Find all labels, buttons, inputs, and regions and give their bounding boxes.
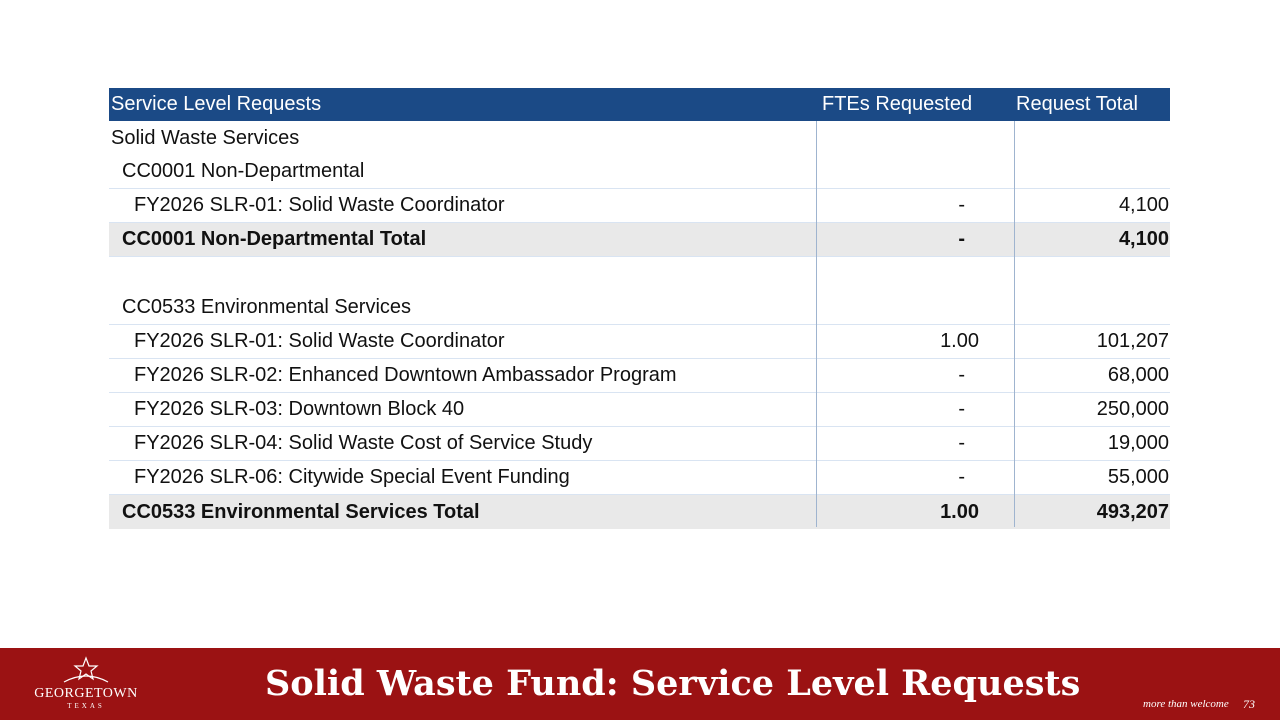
- table-row: [109, 359, 1170, 393]
- row-total: 68,000: [1107, 364, 1169, 386]
- row-fte: 1.00: [940, 330, 979, 352]
- row-label: Solid Waste Services: [111, 126, 300, 149]
- table-row: [109, 393, 1170, 427]
- table-row: [109, 325, 1170, 359]
- table-row: [109, 461, 1170, 495]
- row-fte: -: [958, 364, 965, 386]
- table-row-group: [109, 155, 1170, 189]
- row-total: 101,207: [1096, 330, 1169, 352]
- row-label: FY2026 SLR-06: Citywide Special Event Funding: [134, 466, 570, 488]
- row-label: CC0533 Environmental Services: [122, 296, 412, 318]
- logo-text: GEORGETOWN: [34, 686, 138, 701]
- georgetown-star-icon: [34, 656, 138, 686]
- column-divider-fte: [816, 121, 817, 527]
- table-row-group: [109, 291, 1170, 325]
- tagline: more than welcome: [1143, 698, 1229, 710]
- row-fte: -: [958, 228, 965, 250]
- row-label: FY2026 SLR-03: Downtown Block 40: [134, 398, 465, 420]
- table-row-subtotal: [109, 223, 1170, 257]
- row-total: 4,100: [1118, 228, 1169, 250]
- table-row-blank: [109, 257, 1170, 291]
- row-label: FY2026 SLR-02: Enhanced Downtown Ambassador Program: [134, 364, 677, 386]
- row-total: 493,207: [1096, 500, 1169, 523]
- service-level-requests-table: [109, 88, 1170, 529]
- row-total: 55,000: [1107, 466, 1169, 488]
- row-fte: -: [958, 194, 965, 216]
- row-fte: -: [958, 398, 965, 420]
- row-fte: -: [958, 466, 965, 488]
- row-label: FY2026 SLR-01: Solid Waste Coordinator: [134, 194, 505, 216]
- row-fte: 1.00: [940, 500, 979, 523]
- table-row-section: [109, 121, 1170, 155]
- table-row: [109, 189, 1170, 223]
- logo-subtext: TEXAS: [67, 702, 105, 710]
- page-number: 73: [1243, 697, 1255, 711]
- header-request-total: Request Total: [1016, 93, 1138, 115]
- row-label: CC0001 Non-Departmental: [122, 160, 365, 182]
- table-header-row: [109, 88, 1170, 121]
- header-ftes-requested: FTEs Requested: [822, 93, 973, 115]
- row-label: FY2026 SLR-01: Solid Waste Coordinator: [134, 330, 505, 352]
- row-label: FY2026 SLR-04: Solid Waste Cost of Service Study: [134, 432, 593, 454]
- header-service-level-requests: Service Level Requests: [111, 93, 322, 115]
- row-total: 4,100: [1118, 194, 1169, 216]
- georgetown-logo: [34, 656, 138, 712]
- row-total: 250,000: [1096, 398, 1169, 420]
- row-fte: -: [958, 432, 965, 454]
- column-divider-total: [1014, 121, 1015, 527]
- table-row-subtotal: [109, 495, 1170, 529]
- row-total: 19,000: [1107, 432, 1169, 454]
- table-row: [109, 427, 1170, 461]
- slide-title: Solid Waste Fund: Service Level Requests: [265, 663, 1081, 704]
- row-label: CC0533 Environmental Services Total: [122, 500, 480, 523]
- row-label: CC0001 Non-Departmental Total: [122, 228, 427, 250]
